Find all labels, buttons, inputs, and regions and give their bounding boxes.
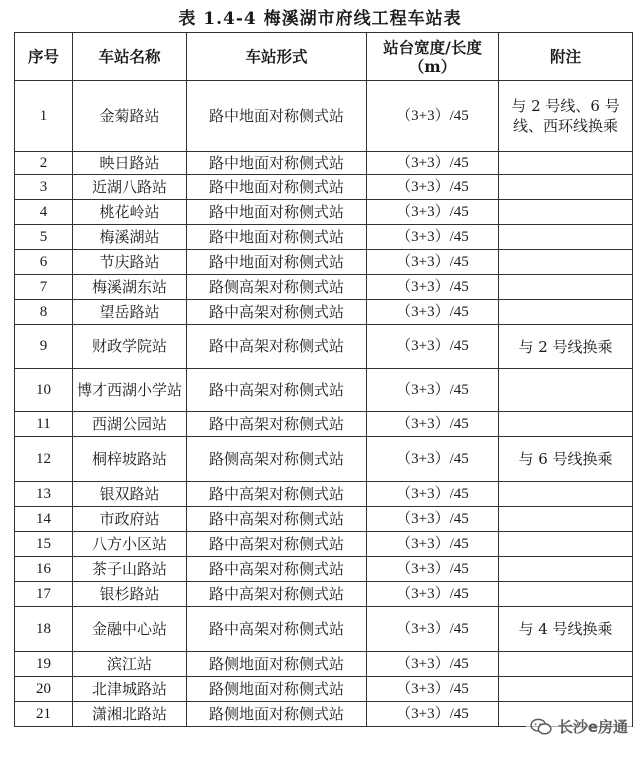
table-row bbox=[15, 200, 633, 225]
cell-note: 与 2 号线、6 号线、西环线换乘 bbox=[499, 81, 633, 152]
cell-no: 3 bbox=[15, 175, 73, 200]
cell-station-form: 路侧地面对称侧式站 bbox=[187, 702, 367, 727]
cell-station-name: 映日路站 bbox=[73, 152, 187, 175]
table-row bbox=[15, 557, 633, 582]
cell-no: 1 bbox=[15, 81, 73, 152]
cell-note bbox=[499, 507, 633, 532]
cell-station-name: 银杉路站 bbox=[73, 582, 187, 607]
cell-station-form: 路中高架对称侧式站 bbox=[187, 369, 367, 412]
cell-platform-size: （3+3）/45 bbox=[367, 152, 499, 175]
cell-station-name: 节庆路站 bbox=[73, 250, 187, 275]
table-row bbox=[15, 175, 633, 200]
header-name: 车站名称 bbox=[73, 33, 187, 81]
table-title: 表 1.4-4 梅溪湖市府线工程车站表 bbox=[178, 9, 462, 29]
cell-no: 5 bbox=[15, 225, 73, 250]
table-row bbox=[15, 300, 633, 325]
cell-no: 20 bbox=[15, 677, 73, 702]
table-row bbox=[15, 369, 633, 412]
cell-no: 13 bbox=[15, 482, 73, 507]
cell-no: 16 bbox=[15, 557, 73, 582]
table-row bbox=[15, 437, 633, 482]
table-row bbox=[15, 482, 633, 507]
cell-platform-size: （3+3）/45 bbox=[367, 225, 499, 250]
cell-no: 7 bbox=[15, 275, 73, 300]
cell-note bbox=[499, 532, 633, 557]
cell-platform-size: （3+3）/45 bbox=[367, 200, 499, 225]
cell-note bbox=[499, 250, 633, 275]
cell-station-form: 路侧地面对称侧式站 bbox=[187, 677, 367, 702]
cell-station-form: 路侧高架对称侧式站 bbox=[187, 437, 367, 482]
cell-platform-size: （3+3）/45 bbox=[367, 532, 499, 557]
cell-station-name: 桃花岭站 bbox=[73, 200, 187, 225]
cell-platform-size: （3+3）/45 bbox=[367, 607, 499, 652]
cell-station-name: 近湖八路站 bbox=[73, 175, 187, 200]
cell-no: 14 bbox=[15, 507, 73, 532]
cell-station-form: 路中地面对称侧式站 bbox=[187, 200, 367, 225]
cell-no: 8 bbox=[15, 300, 73, 325]
table-row bbox=[15, 225, 633, 250]
cell-station-form: 路侧地面对称侧式站 bbox=[187, 652, 367, 677]
cell-platform-size: （3+3）/45 bbox=[367, 582, 499, 607]
header-form: 车站形式 bbox=[187, 33, 367, 81]
cell-station-form: 路中高架对称侧式站 bbox=[187, 557, 367, 582]
cell-platform-size: （3+3）/45 bbox=[367, 437, 499, 482]
cell-note bbox=[499, 482, 633, 507]
cell-note bbox=[499, 200, 633, 225]
cell-station-form: 路中地面对称侧式站 bbox=[187, 225, 367, 250]
cell-station-name: 滨江站 bbox=[73, 652, 187, 677]
cell-note: 与 2 号线换乘 bbox=[499, 325, 633, 369]
cell-station-form: 路中地面对称侧式站 bbox=[187, 81, 367, 152]
cell-no: 15 bbox=[15, 532, 73, 557]
table-row bbox=[15, 582, 633, 607]
table-row bbox=[15, 677, 633, 702]
cell-platform-size: （3+3）/45 bbox=[367, 250, 499, 275]
cell-platform-size: （3+3）/45 bbox=[367, 412, 499, 437]
cell-note bbox=[499, 225, 633, 250]
cell-station-name: 市政府站 bbox=[73, 507, 187, 532]
cell-station-name: 博才西湖小学站 bbox=[73, 369, 187, 412]
cell-no: 12 bbox=[15, 437, 73, 482]
cell-note bbox=[499, 582, 633, 607]
cell-station-name: 金菊路站 bbox=[73, 81, 187, 152]
cell-station-form: 路中高架对称侧式站 bbox=[187, 300, 367, 325]
cell-station-name: 梅溪湖站 bbox=[73, 225, 187, 250]
watermark bbox=[526, 714, 632, 739]
table-header-row bbox=[15, 33, 633, 81]
watermark-text: 长沙e房通 bbox=[557, 718, 628, 736]
cell-no: 6 bbox=[15, 250, 73, 275]
cell-station-form: 路中高架对称侧式站 bbox=[187, 482, 367, 507]
wechat-icon bbox=[530, 718, 552, 736]
cell-no: 21 bbox=[15, 702, 73, 727]
cell-note bbox=[499, 369, 633, 412]
cell-station-name: 金融中心站 bbox=[73, 607, 187, 652]
cell-station-name: 西湖公园站 bbox=[73, 412, 187, 437]
cell-no: 17 bbox=[15, 582, 73, 607]
cell-no: 9 bbox=[15, 325, 73, 369]
table-row bbox=[15, 275, 633, 300]
cell-station-form: 路中地面对称侧式站 bbox=[187, 152, 367, 175]
cell-station-name: 八方小区站 bbox=[73, 532, 187, 557]
cell-note bbox=[499, 275, 633, 300]
cell-station-form: 路中高架对称侧式站 bbox=[187, 507, 367, 532]
cell-station-form: 路中高架对称侧式站 bbox=[187, 532, 367, 557]
cell-station-form: 路中地面对称侧式站 bbox=[187, 175, 367, 200]
cell-platform-size: （3+3）/45 bbox=[367, 557, 499, 582]
cell-note bbox=[499, 152, 633, 175]
cell-note: 与 6 号线换乘 bbox=[499, 437, 633, 482]
cell-platform-size: （3+3）/45 bbox=[367, 325, 499, 369]
table-row bbox=[15, 532, 633, 557]
cell-station-name: 财政学院站 bbox=[73, 325, 187, 369]
cell-note bbox=[499, 557, 633, 582]
cell-platform-size: （3+3）/45 bbox=[367, 507, 499, 532]
table-row bbox=[15, 607, 633, 652]
cell-no: 11 bbox=[15, 412, 73, 437]
cell-platform-size: （3+3）/45 bbox=[367, 482, 499, 507]
cell-note bbox=[499, 677, 633, 702]
cell-platform-size: （3+3）/45 bbox=[367, 369, 499, 412]
cell-platform-size: （3+3）/45 bbox=[367, 300, 499, 325]
cell-note bbox=[499, 412, 633, 437]
cell-platform-size: （3+3）/45 bbox=[367, 175, 499, 200]
table-row bbox=[15, 652, 633, 677]
cell-platform-size: （3+3）/45 bbox=[367, 702, 499, 727]
table-row bbox=[15, 325, 633, 369]
cell-note bbox=[499, 652, 633, 677]
table-row bbox=[15, 412, 633, 437]
cell-platform-size: （3+3）/45 bbox=[367, 81, 499, 152]
cell-station-form: 路中高架对称侧式站 bbox=[187, 607, 367, 652]
header-size-line2: （m） bbox=[408, 56, 457, 76]
cell-station-name: 桐梓坡路站 bbox=[73, 437, 187, 482]
table-row bbox=[15, 250, 633, 275]
cell-station-form: 路中高架对称侧式站 bbox=[187, 325, 367, 369]
cell-station-form: 路侧高架对称侧式站 bbox=[187, 275, 367, 300]
cell-station-name: 银双路站 bbox=[73, 482, 187, 507]
header-note: 附注 bbox=[499, 33, 633, 81]
cell-station-name: 北津城路站 bbox=[73, 677, 187, 702]
header-no: 序号 bbox=[15, 33, 73, 81]
cell-no: 4 bbox=[15, 200, 73, 225]
cell-no: 19 bbox=[15, 652, 73, 677]
cell-station-form: 路中地面对称侧式站 bbox=[187, 250, 367, 275]
cell-no: 18 bbox=[15, 607, 73, 652]
table-row bbox=[15, 152, 633, 175]
cell-station-name: 梅溪湖东站 bbox=[73, 275, 187, 300]
cell-note bbox=[499, 175, 633, 200]
cell-note: 与 4 号线换乘 bbox=[499, 607, 633, 652]
cell-station-name: 望岳路站 bbox=[73, 300, 187, 325]
table-row bbox=[15, 81, 633, 152]
cell-no: 2 bbox=[15, 152, 73, 175]
cell-station-form: 路中高架对称侧式站 bbox=[187, 412, 367, 437]
cell-no: 10 bbox=[15, 369, 73, 412]
table-row bbox=[15, 507, 633, 532]
cell-station-name: 潇湘北路站 bbox=[73, 702, 187, 727]
cell-platform-size: （3+3）/45 bbox=[367, 652, 499, 677]
cell-note bbox=[499, 300, 633, 325]
header-size-line1: 站台宽度/长度 bbox=[383, 37, 482, 57]
cell-platform-size: （3+3）/45 bbox=[367, 677, 499, 702]
station-table bbox=[14, 32, 633, 727]
cell-station-form: 路中高架对称侧式站 bbox=[187, 582, 367, 607]
cell-platform-size: （3+3）/45 bbox=[367, 275, 499, 300]
cell-station-name: 茶子山路站 bbox=[73, 557, 187, 582]
header-size bbox=[367, 33, 499, 81]
